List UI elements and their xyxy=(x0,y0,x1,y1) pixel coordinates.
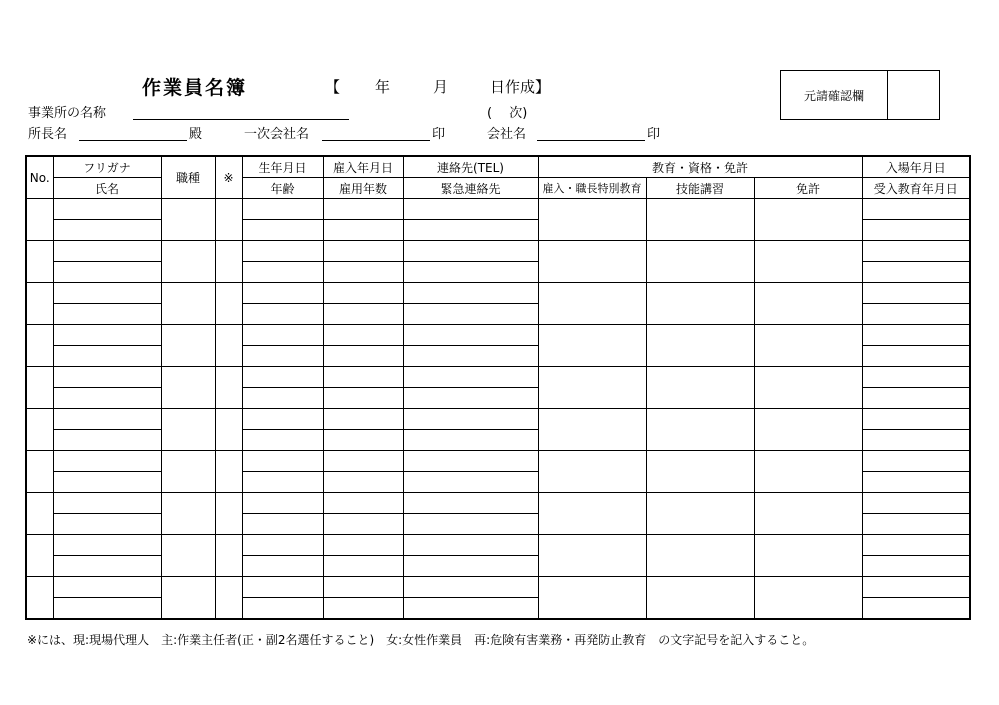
header-induction-date: 受入教育年月日 xyxy=(862,178,970,199)
cell-special-education[interactable] xyxy=(538,325,646,367)
cell-license[interactable] xyxy=(754,325,862,367)
cell-special-education[interactable] xyxy=(538,493,646,535)
cell-entry-date[interactable] xyxy=(862,283,970,304)
cell-hire-date[interactable] xyxy=(323,577,403,598)
contractor-confirm-box xyxy=(780,70,940,120)
primary-company-seal: 印 xyxy=(432,127,446,142)
cell-skill-training[interactable] xyxy=(646,367,754,409)
cell-note-mark[interactable] xyxy=(215,577,242,620)
date-year-label: 年 xyxy=(375,78,391,96)
cell-induction-date[interactable] xyxy=(862,262,970,283)
record-row-top xyxy=(26,493,970,514)
cell-license[interactable] xyxy=(754,451,862,493)
cell-years-employed[interactable] xyxy=(323,388,403,409)
cell-name[interactable] xyxy=(53,262,161,283)
cell-contact-tel[interactable] xyxy=(403,241,538,262)
cell-name[interactable] xyxy=(53,598,161,620)
tier-label: ( 次) xyxy=(487,106,528,121)
record-row-top xyxy=(26,577,970,598)
document-title: 作業員名簿 xyxy=(142,77,248,99)
cell-name[interactable] xyxy=(53,346,161,367)
cell-license[interactable] xyxy=(754,409,862,451)
header-education-group: 教育・資格・免許 xyxy=(538,156,862,178)
cell-age[interactable] xyxy=(242,304,323,325)
record-row-top xyxy=(26,451,970,472)
cell-note-mark[interactable] xyxy=(215,241,242,283)
cell-note-mark[interactable] xyxy=(215,451,242,493)
cell-induction-date[interactable] xyxy=(862,472,970,493)
cell-emergency-contact[interactable] xyxy=(403,220,538,241)
date-month-label: 月 xyxy=(433,78,449,96)
date-bracket-open: 【 xyxy=(325,78,341,96)
cell-special-education[interactable] xyxy=(538,535,646,577)
primary-company-field[interactable] xyxy=(322,140,430,141)
cell-entry-date[interactable] xyxy=(862,409,970,430)
cell-skill-training[interactable] xyxy=(646,199,754,241)
header-job-type: 職種 xyxy=(161,156,215,199)
manager-suffix: 殿 xyxy=(189,127,203,142)
cell-job-type[interactable] xyxy=(161,451,215,493)
cell-license[interactable] xyxy=(754,367,862,409)
cell-name[interactable] xyxy=(53,220,161,241)
cell-emergency-contact[interactable] xyxy=(403,388,538,409)
manager-field[interactable] xyxy=(79,140,187,141)
cell-skill-training[interactable] xyxy=(646,451,754,493)
cell-no[interactable] xyxy=(26,493,53,535)
cell-contact-tel[interactable] xyxy=(403,409,538,430)
cell-note-mark[interactable] xyxy=(215,409,242,451)
cell-note-mark[interactable] xyxy=(215,367,242,409)
cell-emergency-contact[interactable] xyxy=(403,430,538,451)
cell-age[interactable] xyxy=(242,598,323,620)
contractor-confirm-label: 元請確認欄 xyxy=(781,71,888,119)
cell-job-type[interactable] xyxy=(161,409,215,451)
cell-induction-date[interactable] xyxy=(862,346,970,367)
cell-contact-tel[interactable] xyxy=(403,451,538,472)
cell-years-employed[interactable] xyxy=(323,346,403,367)
cell-job-type[interactable] xyxy=(161,535,215,577)
record-row-top xyxy=(26,241,970,262)
cell-special-education[interactable] xyxy=(538,283,646,325)
header-note-mark: ※ xyxy=(215,156,242,199)
cell-emergency-contact[interactable] xyxy=(403,304,538,325)
cell-license[interactable] xyxy=(754,241,862,283)
cell-years-employed[interactable] xyxy=(323,556,403,577)
header-years-employed: 雇用年数 xyxy=(323,178,403,199)
cell-furigana[interactable] xyxy=(53,493,161,514)
cell-age[interactable] xyxy=(242,472,323,493)
cell-job-type[interactable] xyxy=(161,367,215,409)
cell-emergency-contact[interactable] xyxy=(403,346,538,367)
cell-hire-date[interactable] xyxy=(323,451,403,472)
header-entry-date: 入場年月日 xyxy=(862,156,970,178)
header-no: No. xyxy=(26,156,53,199)
cell-name[interactable] xyxy=(53,472,161,493)
cell-job-type[interactable] xyxy=(161,577,215,620)
cell-emergency-contact[interactable] xyxy=(403,472,538,493)
cell-no[interactable] xyxy=(26,325,53,367)
cell-entry-date[interactable] xyxy=(862,535,970,556)
cell-birth-date[interactable] xyxy=(242,535,323,556)
cell-no[interactable] xyxy=(26,451,53,493)
cell-special-education[interactable] xyxy=(538,199,646,241)
cell-birth-date[interactable] xyxy=(242,241,323,262)
cell-special-education[interactable] xyxy=(538,451,646,493)
header-hire-date: 雇入年月日 xyxy=(323,156,403,178)
header-contact-tel: 連絡先(TEL) xyxy=(403,156,538,178)
cell-name[interactable] xyxy=(53,514,161,535)
cell-note-mark[interactable] xyxy=(215,199,242,241)
cell-furigana[interactable] xyxy=(53,199,161,220)
cell-entry-date[interactable] xyxy=(862,367,970,388)
cell-hire-date[interactable] xyxy=(323,367,403,388)
cell-no[interactable] xyxy=(26,199,53,241)
cell-skill-training[interactable] xyxy=(646,241,754,283)
cell-skill-training[interactable] xyxy=(646,577,754,620)
cell-furigana[interactable] xyxy=(53,283,161,304)
header-special-education: 雇入・職長特別教育 xyxy=(538,178,646,199)
cell-birth-date[interactable] xyxy=(242,283,323,304)
cell-induction-date[interactable] xyxy=(862,430,970,451)
cell-hire-date[interactable] xyxy=(323,493,403,514)
cell-license[interactable] xyxy=(754,577,862,620)
cell-no[interactable] xyxy=(26,535,53,577)
cell-hire-date[interactable] xyxy=(323,283,403,304)
cell-no[interactable] xyxy=(26,367,53,409)
cell-skill-training[interactable] xyxy=(646,283,754,325)
cell-induction-date[interactable] xyxy=(862,514,970,535)
cell-entry-date[interactable] xyxy=(862,325,970,346)
cell-special-education[interactable] xyxy=(538,241,646,283)
cell-license[interactable] xyxy=(754,535,862,577)
cell-furigana[interactable] xyxy=(53,367,161,388)
cell-contact-tel[interactable] xyxy=(403,199,538,220)
header-furigana: フリガナ xyxy=(53,156,161,178)
cell-age[interactable] xyxy=(242,262,323,283)
cell-name[interactable] xyxy=(53,388,161,409)
cell-skill-training[interactable] xyxy=(646,409,754,451)
cell-contact-tel[interactable] xyxy=(403,493,538,514)
cell-note-mark[interactable] xyxy=(215,493,242,535)
header-skill-training: 技能講習 xyxy=(646,178,754,199)
office-name-field[interactable] xyxy=(133,119,349,120)
contractor-confirm-stamp-area[interactable] xyxy=(888,71,939,119)
cell-license[interactable] xyxy=(754,199,862,241)
header-age: 年齢 xyxy=(242,178,323,199)
cell-skill-training[interactable] xyxy=(646,535,754,577)
roster-body xyxy=(26,199,970,620)
cell-hire-date[interactable] xyxy=(323,325,403,346)
cell-years-employed[interactable] xyxy=(323,598,403,620)
cell-hire-date[interactable] xyxy=(323,409,403,430)
cell-special-education[interactable] xyxy=(538,577,646,620)
header-license: 免許 xyxy=(754,178,862,199)
cell-contact-tel[interactable] xyxy=(403,367,538,388)
cell-induction-date[interactable] xyxy=(862,388,970,409)
cell-furigana[interactable] xyxy=(53,535,161,556)
cell-furigana[interactable] xyxy=(53,241,161,262)
header-emergency-contact: 緊急連絡先 xyxy=(403,178,538,199)
cell-contact-tel[interactable] xyxy=(403,535,538,556)
cell-license[interactable] xyxy=(754,493,862,535)
cell-name[interactable] xyxy=(53,556,161,577)
cell-hire-date[interactable] xyxy=(323,241,403,262)
cell-age[interactable] xyxy=(242,556,323,577)
header-birth-date: 生年月日 xyxy=(242,156,323,178)
manager-label: 所長名 xyxy=(28,127,68,142)
cell-birth-date[interactable] xyxy=(242,325,323,346)
cell-contact-tel[interactable] xyxy=(403,577,538,598)
cell-induction-date[interactable] xyxy=(862,598,970,620)
cell-job-type[interactable] xyxy=(161,493,215,535)
cell-furigana[interactable] xyxy=(53,577,161,598)
cell-age[interactable] xyxy=(242,430,323,451)
company-field[interactable] xyxy=(537,140,645,141)
cell-no[interactable] xyxy=(26,241,53,283)
record-row-top xyxy=(26,325,970,346)
record-row-top xyxy=(26,367,970,388)
cell-entry-date[interactable] xyxy=(862,241,970,262)
cell-birth-date[interactable] xyxy=(242,577,323,598)
cell-entry-date[interactable] xyxy=(862,451,970,472)
cell-years-employed[interactable] xyxy=(323,262,403,283)
cell-no[interactable] xyxy=(26,409,53,451)
cell-years-employed[interactable] xyxy=(323,430,403,451)
cell-years-employed[interactable] xyxy=(323,304,403,325)
cell-emergency-contact[interactable] xyxy=(403,262,538,283)
record-row-top xyxy=(26,535,970,556)
cell-birth-date[interactable] xyxy=(242,367,323,388)
cell-induction-date[interactable] xyxy=(862,304,970,325)
cell-emergency-contact[interactable] xyxy=(403,514,538,535)
cell-years-employed[interactable] xyxy=(323,220,403,241)
primary-company-label: 一次会社名 xyxy=(244,127,310,142)
cell-skill-training[interactable] xyxy=(646,493,754,535)
cell-age[interactable] xyxy=(242,514,323,535)
cell-contact-tel[interactable] xyxy=(403,283,538,304)
cell-hire-date[interactable] xyxy=(323,535,403,556)
cell-age[interactable] xyxy=(242,388,323,409)
cell-job-type[interactable] xyxy=(161,283,215,325)
cell-no[interactable] xyxy=(26,283,53,325)
footnote: ※には、現:現場代理人 主:作業主任者(正・副2名選任すること) 女:女性作業員 再:危険有害業務・再発防止教育 の文字記号を記入すること。 xyxy=(27,633,815,647)
cell-years-employed[interactable] xyxy=(323,472,403,493)
company-seal: 印 xyxy=(647,127,661,142)
company-label: 会社名 xyxy=(487,127,527,142)
cell-age[interactable] xyxy=(242,220,323,241)
cell-entry-date[interactable] xyxy=(862,577,970,598)
cell-no[interactable] xyxy=(26,577,53,620)
cell-entry-date[interactable] xyxy=(862,493,970,514)
cell-furigana[interactable] xyxy=(53,325,161,346)
cell-furigana[interactable] xyxy=(53,409,161,430)
cell-induction-date[interactable] xyxy=(862,556,970,577)
cell-special-education[interactable] xyxy=(538,367,646,409)
cell-birth-date[interactable] xyxy=(242,409,323,430)
record-row-top xyxy=(26,283,970,304)
office-name-label: 事業所の名称 xyxy=(28,106,107,121)
cell-years-employed[interactable] xyxy=(323,514,403,535)
cell-name[interactable] xyxy=(53,430,161,451)
cell-furigana[interactable] xyxy=(53,451,161,472)
cell-name[interactable] xyxy=(53,304,161,325)
cell-emergency-contact[interactable] xyxy=(403,556,538,577)
cell-job-type[interactable] xyxy=(161,241,215,283)
cell-induction-date[interactable] xyxy=(862,220,970,241)
cell-age[interactable] xyxy=(242,346,323,367)
cell-birth-date[interactable] xyxy=(242,199,323,220)
cell-note-mark[interactable] xyxy=(215,535,242,577)
header-row-1 xyxy=(26,156,970,178)
cell-birth-date[interactable] xyxy=(242,451,323,472)
header-name: 氏名 xyxy=(53,178,161,199)
cell-special-education[interactable] xyxy=(538,409,646,451)
cell-hire-date[interactable] xyxy=(323,199,403,220)
date-day-created-label: 日作成】 xyxy=(490,78,551,96)
cell-contact-tel[interactable] xyxy=(403,325,538,346)
cell-job-type[interactable] xyxy=(161,325,215,367)
record-row-top xyxy=(26,199,970,220)
cell-note-mark[interactable] xyxy=(215,283,242,325)
cell-license[interactable] xyxy=(754,283,862,325)
cell-note-mark[interactable] xyxy=(215,325,242,367)
cell-skill-training[interactable] xyxy=(646,325,754,367)
cell-birth-date[interactable] xyxy=(242,493,323,514)
cell-entry-date[interactable] xyxy=(862,199,970,220)
cell-job-type[interactable] xyxy=(161,199,215,241)
cell-emergency-contact[interactable] xyxy=(403,598,538,620)
record-row-top xyxy=(26,409,970,430)
worker-roster-table xyxy=(25,155,971,620)
